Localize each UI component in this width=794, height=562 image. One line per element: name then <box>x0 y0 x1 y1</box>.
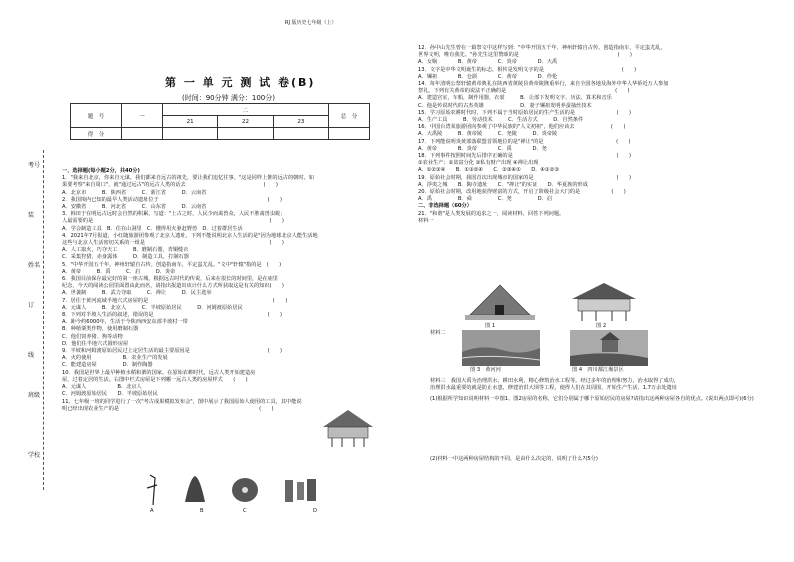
question-line: ①农业生产；②贫富分化 ③私有财产出现 ④禅让出现 <box>418 160 539 167</box>
question-line: 9．半坡和河姆渡原始居民过上定居生活的最主要原因是 ( ) <box>62 348 283 355</box>
question-line: A．北京市 B．陕西省 C．浙江省 D．云南省 <box>62 189 207 196</box>
cut-line <box>43 150 44 490</box>
question-line: D．他们住半地穴式圆形房屋 <box>62 340 129 347</box>
question-line: 19．原始社会时期，我国首次出现城市的国家的是 ( ) <box>418 174 631 181</box>
question-line: 20．原始社会时期，改用地获得财富的方式，开启了阶级社会大门的是 ( ) <box>418 189 626 196</box>
figure-label: 图 4 四川都江堰景区 <box>572 367 624 373</box>
question-line: 2．我国境内已知的最早人类活动遗址位于 ( ) <box>62 196 283 203</box>
question-line: 这些与北京人生活密切关系的一组是 ( ) <box>62 240 284 247</box>
gutter-label: 班级 <box>28 392 41 399</box>
score-table-cell: 总 分 <box>329 104 370 128</box>
question-line: A．人工取火，巧夺天工 B．磨制石器，青铜缝衣 <box>62 247 189 254</box>
binding-gutter <box>28 150 54 490</box>
question-line: A．距今约6000年，生活于今陕西西安东部半坡村一带 <box>62 319 188 326</box>
question-line: 一、选择题(每小题2分，共40分) <box>62 168 140 174</box>
exam-subtitle: (时间：90分钟 满分：100分) <box>182 94 275 102</box>
score-table-cell: 题 号 <box>71 104 122 128</box>
stilt-house-illustration <box>318 405 378 450</box>
question-line: 纪念，今天的阅读公园里面置由此而名，请指出报道出该计什么方式所获取这是有关的知识( ) <box>62 283 284 290</box>
score-table-cell: 23 <box>273 116 328 128</box>
score-table <box>70 103 370 140</box>
left-column <box>62 168 367 413</box>
question-line: 8．下列对半坡人生活的叙述，错误的是 ( ) <box>62 312 283 319</box>
question-line: C．他们饲养猪、狗等动物 <box>62 333 123 340</box>
question-line: 材料一 <box>418 217 434 224</box>
sub-question-1: (1)根据所学知识说明材料一中图1、图2房屋的名称，它们分别属于哪个原始居民的房屋?请指出这两种房屋各自的优点。(说出两点即可)(6分) <box>430 396 754 402</box>
figure-label: 图 3 黄河河 <box>470 367 501 373</box>
material-text: 材料三 我国大禹为治理洪水，耕田水利，精心修筑治水工程等。经过多年的治理和努力，治水取得了成功， <box>430 378 680 384</box>
question-line: 明已经出现农业生产的是 ( ) <box>62 405 274 412</box>
exam-title: 第 一 单 元 测 试 卷(B) <box>165 76 316 89</box>
gutter-label: 学校 <box>28 452 41 459</box>
question-line: 3．韩田于在明远古远时会自然的积累，写道："上古之时，人民少而禽兽众，人民不胜禽兽虫蛇； <box>62 211 286 218</box>
question-line: C．河姆渡原始居民 D．半坡原始居民 <box>62 391 158 398</box>
score-table-cell: 得 分 <box>71 128 122 140</box>
question-line: 5．"中华开国五千年，神州轩辕自古传。创造指南车，平定蚩尤乱。"文中"轩辕"指的是 ( ) <box>62 261 282 268</box>
stone-tools-illustration <box>135 470 335 510</box>
question-line: 14．每年清明公祭轩辕黄帝典礼在陕西省黄陵县黄帝陵隆重举行，来自全国各地及海外中华人华侨近万人参加 <box>418 81 669 88</box>
question-line: 世界文明，唯有我先。"孙先生这里赞颂的是 ( ) <box>418 52 632 59</box>
figure-4-photo <box>570 330 648 366</box>
tool-label: B <box>200 508 204 514</box>
question-line: 21．"和谐"是人类发展的追求之一，阅读材料，回答下列问题。 <box>418 210 565 217</box>
question-line: A．元谋人 B．北京人 <box>62 384 142 391</box>
tool-label: A <box>150 508 154 514</box>
question-line: 17．下列能说明炎黄部落联盟首领地位的是"禅让"的是 ( ) <box>418 138 631 145</box>
question-line: A．浮夷之城 B．陶寺遗址 C．"禅让"的实证 D．华夏族的形成 <box>418 181 588 188</box>
tool-label: D <box>313 508 317 514</box>
question-line: 10．我国是世界上最早种植水稻和栗的国家。在原始农耕时代，远古人类开始建造房 <box>62 369 256 376</box>
material-text: 治理洪水最重要的就是防止水患，修建治洪大坝等工程，使得人们在其周围，开始生产生活，1.7万余处遗址 <box>430 385 677 392</box>
figure-1-half-pit-hut <box>465 283 535 323</box>
question-line: 屋，过着定居的生活。右图中栏式房屋是下列哪一远古人类的房屋样式 ( ) <box>62 376 248 383</box>
question-line: 二、非选择题（60分） <box>418 203 472 210</box>
question-line: 人最需要的是 ( ) <box>62 218 284 225</box>
question-line: C．能建造房屋 D．制作陶器 <box>62 362 153 369</box>
question-line: 13．文字是中华文明诞生的标志，相传是发明文字的是 ( ) <box>418 66 637 73</box>
question-line: A．元谋人 B．北京人 C．半坡原始居民 D．河姆渡原始居民 <box>62 304 243 311</box>
score-table-cell: 一 <box>122 104 163 128</box>
tool-label: C <box>243 508 247 514</box>
score-table-cell: 二 <box>163 104 329 116</box>
gutter-label: 考号 <box>28 162 41 169</box>
question-line: A．生产工具 B．劳动技术 C．生活方式 D．自然条件 <box>418 117 584 124</box>
question-line: B．种植粟类作物，使用磨制石器 <box>62 326 139 333</box>
question-line: C．采集狩猎，赤身露体 D．制造工具，打制石器 <box>62 254 189 261</box>
gutter-label: 线 <box>28 352 35 359</box>
question-line: 12．孙中山先生曾在一篇祭文中这样写到："中华开国五千年，神州轩辕自古传。创造指南车，平定蚩尤乱， <box>418 45 666 51</box>
question-line: A．建造宫室，车船，制作用器，衣裳 B．让部下发明文字、历法、算术和音乐 <box>418 95 612 102</box>
question-line: A．安徽省 B．河北省 C．山东省 D．云南省 <box>62 204 207 211</box>
question-line: 4．2021年7月报道，小红随旅游团参观了北京人遗址，下列不能说明北京人生活的是"因为地球北京人能生活地 <box>62 232 318 239</box>
question-line: A．学会制造工具 B．住在山洞里 C．懂得用火驱赶野兽 D．过着群居生活 <box>62 225 243 232</box>
question-line: A．黄帝 B．炎帝 C．禹 D．尧 <box>418 145 547 152</box>
question-line: C．他是传说时代的古杰英雄 D．妻子嫘祖发明养蚕抽丝技术 <box>418 102 592 109</box>
question-line: A．火的使用 B．农业生产的发展 <box>62 355 168 362</box>
figure-label: 图 2 <box>596 323 607 329</box>
page-header: RJ 版历史七年级（上） <box>285 20 337 26</box>
question-line: A．女娲 B．黄帝 C．炎帝 D．大禹 <box>418 59 558 66</box>
question-line: A．大禹陵 B．黄帝陵 C．尧陵 D．炎帝陵 <box>418 131 558 138</box>
right-column <box>418 45 758 225</box>
gutter-label: 订 <box>28 302 35 309</box>
figure-3-photo <box>462 330 540 366</box>
question-line: 祭礼。下列有关黄帝的说法不正确的是 ( ) <box>418 88 630 95</box>
question-line: A．黄帝 B．禹 C．启 D．炎帝 <box>62 268 176 275</box>
score-table-cell: 22 <box>218 116 273 128</box>
question-line: A．世袭制 B．武力夺取 C．禅让 D．民主选举 <box>62 290 212 297</box>
question-line: 6．我国目前保存最完好的第一座古城，根据远古时代的传说，后来在很长的时间里，是在庙里 <box>62 276 278 283</box>
question-line: 7．居住于黄河流域半地穴式房屋的是 ( ) <box>62 297 288 304</box>
question-line: 15．学习原始农耕时代时，下列不属于当时原始居民的生产生活的是 ( ) <box>418 109 631 116</box>
score-table-cell: 21 <box>163 116 218 128</box>
sub-question-2: (2)材料一中这两种房屋结构的不同，是由什么决定的，说明了什么?(5分) <box>430 456 598 462</box>
question-line: 果要考察"来自周口"，就"通过远古"的远古人类的话去 ( ) <box>62 182 278 189</box>
material-two-label: 材料二 <box>430 330 446 336</box>
figure-label: 图 1 <box>485 323 496 329</box>
question-line: A．嫘祖 B．仓颉 C．黄帝 D．伶伦 <box>418 73 558 80</box>
gutter-label: 装 <box>28 212 35 219</box>
material-three <box>430 378 760 392</box>
question-line: 18．下列事件按照时间先后排序正确的是 ( ) <box>418 153 631 160</box>
gutter-label: 姓名 <box>28 262 41 269</box>
question-line: 11．七年级一班的同学进行了一次"考古成果模拟发布会"，图中展示了我国原始人使用的工具，其中能说 <box>62 398 302 405</box>
question-line: 16．中国台湾某旅游团向参观了中华民族的"人文初祖"，他们应该去 ( ) <box>418 124 626 131</box>
question-line: A．禹 B．舜 C．尧 D．启 <box>418 196 553 203</box>
question-line: A．①②③④ B．①③②④ C．②③④① D．④①②③ <box>418 167 560 174</box>
question-line: 1．"我来自北京，你来自元谋，我们都来自远古的祖先，要让我们追忆往事。"这是同样上推的远古的朝时，如 <box>62 175 314 182</box>
figure-2-stilt-house <box>568 281 640 323</box>
